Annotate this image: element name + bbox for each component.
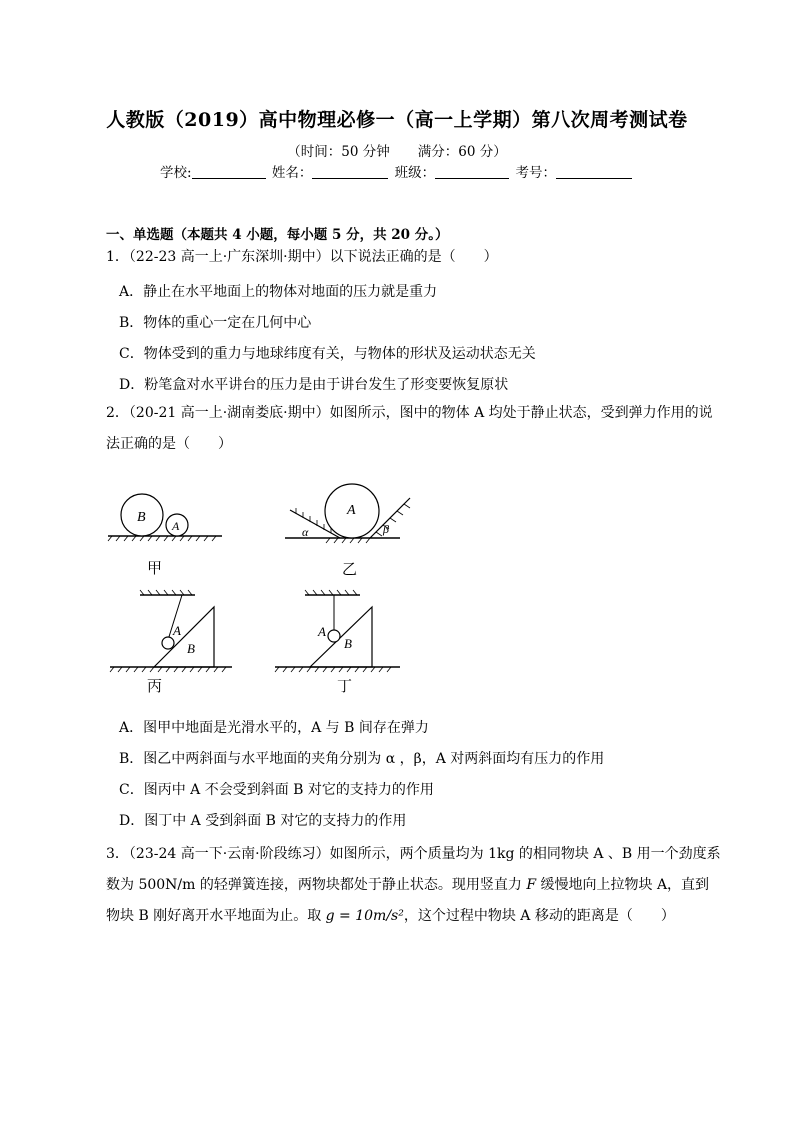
score-label: 满分：60 分） xyxy=(417,144,507,160)
q2-option-b: B．图乙中两斜面与水平地面的夹角分别为 α ，β，A 对两斜面均有压力的作用 xyxy=(119,751,605,767)
yi-label-beta: β xyxy=(383,522,389,536)
q2-option-d: D．图丁中 A 受到斜面 B 对它的支持力的作用 xyxy=(119,813,407,829)
ding-label-a: A xyxy=(318,624,326,639)
caption-jia: 甲 xyxy=(147,561,163,577)
figure-jia xyxy=(108,494,222,577)
exam-time-score xyxy=(0,140,794,160)
id-blank[interactable] xyxy=(556,165,632,179)
id-label: 考号： xyxy=(515,165,556,181)
student-info-line xyxy=(0,161,794,181)
yi-label-a: A xyxy=(347,503,356,518)
figure-bing xyxy=(110,590,232,695)
q1-option-d: D．粉笔盒对水平讲台的压力是由于讲台发生了形变要恢复原状 xyxy=(119,377,509,393)
q3-stem-line3 xyxy=(106,901,696,932)
time-label: （时间：50 分钟 xyxy=(287,144,390,160)
q1-option-b: B．物体的重心一定在几何中心 xyxy=(119,315,312,331)
q3-text: 数为 xyxy=(106,877,139,893)
q3-text: 的相同物块 A 、B 用一个劲度系 xyxy=(514,846,721,862)
name-blank[interactable] xyxy=(312,165,388,179)
q3-stem-line1 xyxy=(106,839,721,870)
school-blank[interactable] xyxy=(192,165,266,179)
ding-label-b: B xyxy=(344,636,352,651)
bing-label-a: A xyxy=(173,623,181,638)
q3-text: 缓慢地向上拉物块 A，直到 xyxy=(536,877,710,893)
q2-option-c: C．图丙中 A 不会受到斜面 B 对它的支持力的作用 xyxy=(119,782,434,798)
q3-spring-constant: 500N/m xyxy=(138,877,196,893)
q1-option-a: A．静止在水平地面上的物体对地面的压力就是重力 xyxy=(119,284,438,300)
figure-yi xyxy=(285,484,410,578)
q1-option-c: C．物体受到的重力与地球纬度有关，与物体的形状及运动状态无关 xyxy=(119,346,536,362)
figure-ding xyxy=(275,590,400,695)
q3-force-symbol: F xyxy=(526,877,537,893)
caption-yi: 乙 xyxy=(342,562,358,578)
q2-stem-line2: 法正确的是（ ） xyxy=(106,436,232,452)
class-label: 班级： xyxy=(394,165,436,181)
caption-bing: 丙 xyxy=(147,679,163,695)
q3-text: 3．（23-24 高一下·云南·阶段练习）如图所示，两个质量均为 xyxy=(106,846,489,862)
q3-text: 的轻弹簧连接，两物块都处于静止状态。现用竖直力 xyxy=(195,877,527,893)
school-label: 学校: xyxy=(160,165,192,181)
q1-stem: 1．（22-23 高一上·广东深圳·期中）以下说法正确的是（ ） xyxy=(106,249,498,265)
class-blank[interactable] xyxy=(435,165,509,179)
exam-title: 人教版（2019）高中物理必修一（高一上学期）第八次周考测试卷 xyxy=(106,109,688,131)
q2-option-a: A．图甲中地面是光滑水平的，A 与 B 间存在弹力 xyxy=(119,720,429,736)
bing-label-b: B xyxy=(187,641,195,656)
q3-text: 物块 B 刚好离开水平地面为止。取 xyxy=(106,908,326,924)
q2-figure xyxy=(100,470,430,695)
q3-mass: 1kg xyxy=(488,846,515,862)
q3-gravity: g = 10m/s² xyxy=(325,908,404,924)
q2-stem-line1: 2．（20-21 高一上·湖南娄底·期中）如图所示，图中的物体 A 均处于静止状态，受到弹力作用的说 xyxy=(106,405,713,421)
caption-ding: 丁 xyxy=(337,679,353,695)
jia-label-a: A xyxy=(172,519,180,533)
q3-stem-line2 xyxy=(106,870,710,901)
yi-label-alpha: α xyxy=(302,525,309,539)
jia-label-b: B xyxy=(137,510,146,525)
q3-text: ，这个过程中物块 A 移动的距离是（ ） xyxy=(403,908,675,924)
name-label: 姓名： xyxy=(271,165,313,181)
section-heading: 一、单选题（本题共 4 小题，每小题 5 分，共 20 分。） xyxy=(106,227,449,243)
